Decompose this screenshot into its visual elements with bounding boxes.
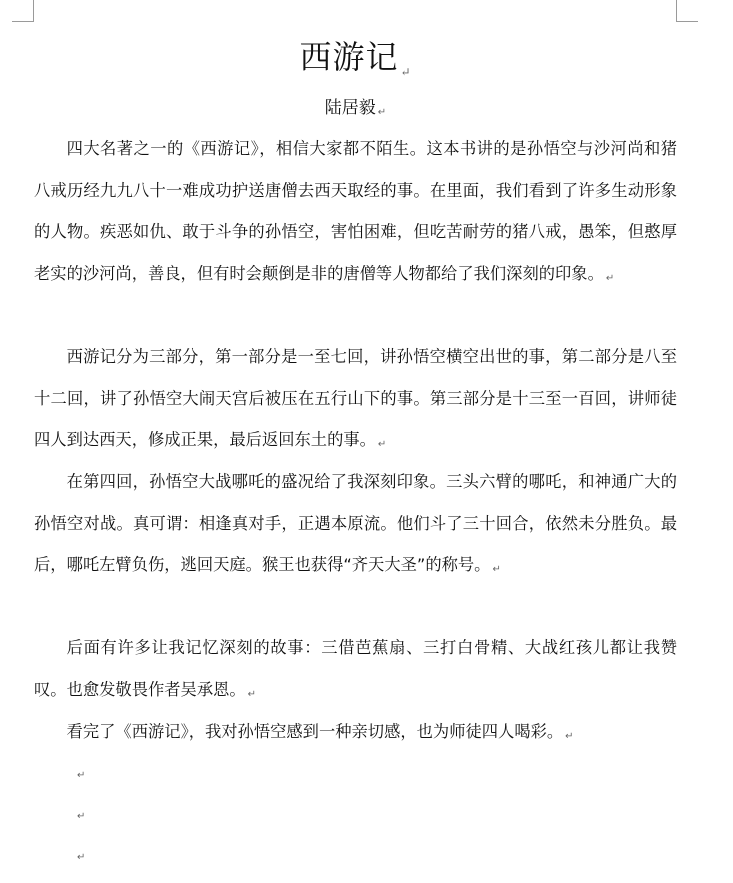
document-author bbox=[34, 96, 677, 125]
paragraph-text: 后面有许多让我记忆深刻的故事：三借芭蕉扇、三打白骨精、大战红孩儿都让我赞叹。也愈发敬畏作者吴承恩。 bbox=[34, 638, 677, 699]
paragraph-mark-icon: ↵ bbox=[247, 688, 257, 700]
paragraph-mark-icon: ↵ bbox=[565, 731, 574, 742]
body-paragraph-2 bbox=[34, 336, 677, 466]
body-paragraph-5 bbox=[34, 711, 677, 758]
paragraph-mark-icon: ↵ bbox=[400, 65, 412, 79]
paragraph-text: 四大名著之一的《西游记》，相信大家都不陌生。这本书讲的是孙悟空与沙河尚和猪八戒历经九九八十一难成功护送唐僧去西天取经的事。在里面，我们看到了许多生动形象的人物。疾恶如仇、敢于斗争的孙悟空，害怕困难，但吃苦耐劳的猪八戒，愚笨，但憨厚老实的沙河尚，善良，但有时会颠倒是非的唐僧等人物都给了我们深刻的印象。 bbox=[34, 139, 677, 283]
paragraph-mark-icon: ↵ bbox=[377, 107, 387, 118]
body-paragraph-3 bbox=[34, 461, 677, 591]
body-paragraph-4 bbox=[34, 627, 677, 715]
paragraph-text: 西游记分为三部分，第一部分是一至七回，讲孙悟空横空出世的事，第二部分是八至十二回，讲了孙悟空大闹天宫后被压在五行山下的事。第三部分是十三至一百回，讲师徒四人到达西天，修成正果，最后返回东土的事。 bbox=[34, 347, 677, 449]
empty-paragraph-mark-icon: ↵ bbox=[77, 811, 86, 822]
document-title bbox=[34, 37, 677, 92]
body-paragraph-1 bbox=[34, 128, 677, 299]
paragraph-text: 在第四回，孙悟空大战哪吒的盛况给了我深刻印象。三头六臂的哪吒，和神通广大的孙悟空对战。真可谓：相逢真对手，正遇本原流。他们斗了三十回合，依然未分胜负。最后，哪吒左臂负伤，逃回天庭。猴王也获得“齐天大圣”的称号。 bbox=[34, 472, 677, 574]
paragraph-text: 看完了《西游记》，我对孙悟空感到一种亲切感，也为师徒四人喝彩。 bbox=[66, 722, 564, 741]
page-corner-mark-top-left bbox=[12, 0, 34, 22]
page-corner-mark-top-right bbox=[676, 0, 698, 22]
author-text: 陆居毅 bbox=[324, 98, 376, 118]
paragraph-mark-icon: ↵ bbox=[492, 564, 501, 575]
empty-paragraph-mark-icon: ↵ bbox=[77, 770, 86, 781]
empty-paragraph-mark-icon: ↵ bbox=[77, 852, 86, 863]
paragraph-mark-icon: ↵ bbox=[605, 272, 615, 284]
title-text: 西游记 bbox=[299, 38, 399, 76]
paragraph-mark-icon: ↵ bbox=[377, 439, 387, 450]
